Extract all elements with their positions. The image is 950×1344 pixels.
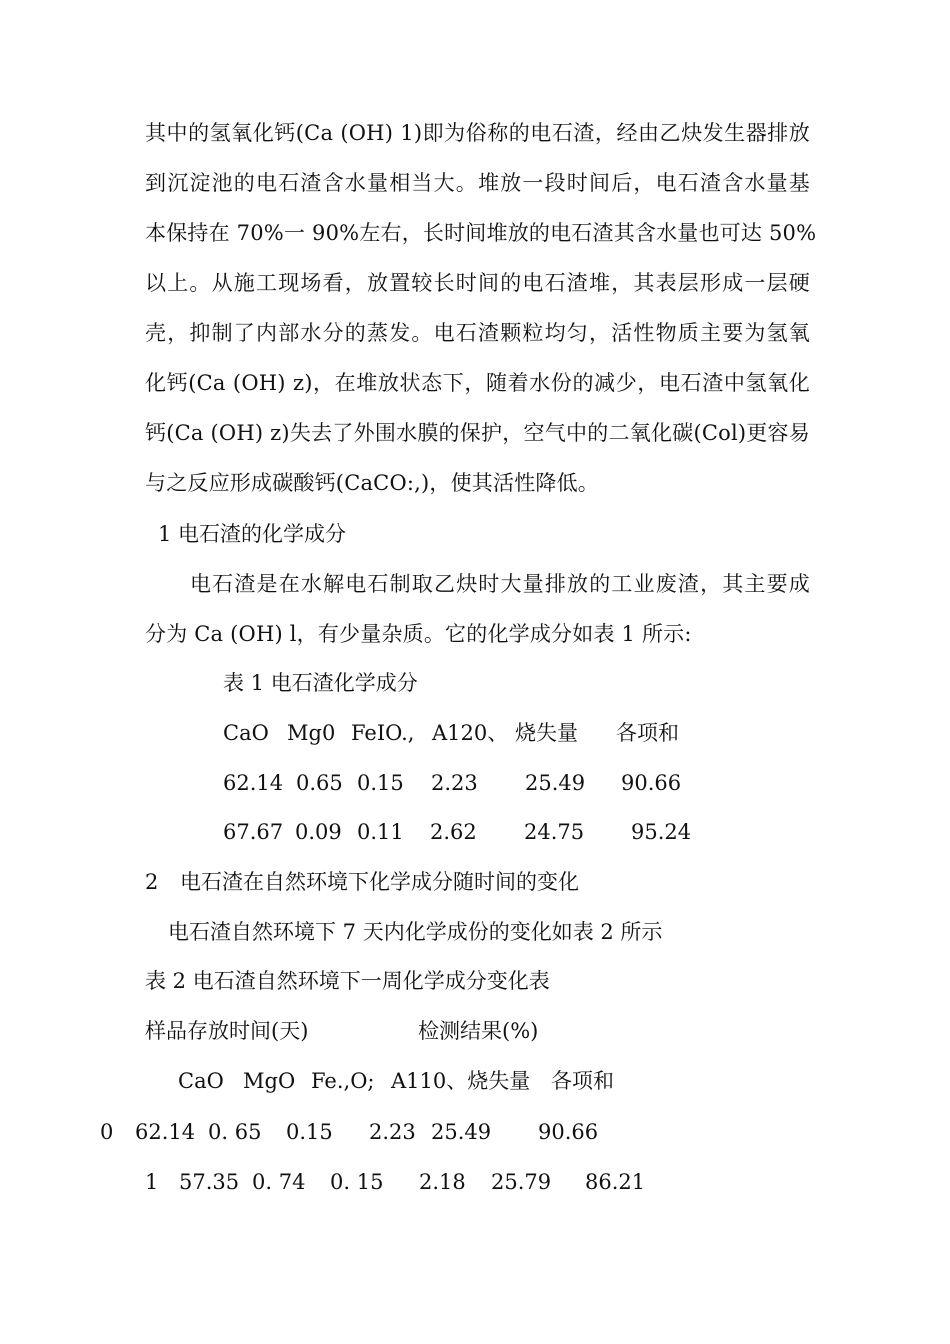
table-cell: 25.79 — [491, 1170, 552, 1194]
section-heading-number: 2 — [145, 870, 159, 894]
table-cell: 0.09 — [295, 820, 342, 844]
table-cell-time: 0 — [100, 1120, 114, 1144]
table-cell: 0.15 — [286, 1120, 333, 1144]
paragraph-line: 壳，抑制了内部水分的蒸发。电石渣颗粒均匀，活性物质主要为氢氧 — [145, 321, 810, 345]
table-cell: 0. 74 — [252, 1170, 306, 1194]
table-cell: 90.66 — [538, 1120, 599, 1144]
table-caption: 表 1 电石渣化学成分 — [223, 671, 418, 695]
table-cell: 95.24 — [631, 820, 692, 844]
table-cell: 25.49 — [525, 771, 586, 795]
section-intro: 电石渣自然环境下 7 天内化学成份的变化如表 2 所示 — [168, 920, 663, 944]
table-cell: 2.23 — [431, 771, 478, 795]
table-header-cell: MgO — [243, 1069, 296, 1093]
table-header-cell: A110、烧失量 — [391, 1069, 531, 1093]
table-header-cell: A120、 — [432, 721, 509, 745]
table-column-time: 样品存放时间(天) — [145, 1019, 309, 1043]
table-cell: 0.11 — [357, 820, 404, 844]
table-cell: 67.67 — [223, 820, 284, 844]
table-column-result: 检测结果(%) — [418, 1019, 539, 1043]
table-cell: 0.65 — [296, 771, 343, 795]
paragraph-line: 到沉淀池的电石渣含水量相当大。堆放一段时间后，电石渣含水量基 — [145, 171, 810, 195]
table-header-cell: 各项和 — [616, 721, 679, 745]
table-cell: 62.14 — [135, 1120, 196, 1144]
table-cell: 25.49 — [431, 1120, 492, 1144]
table-cell: 0.15 — [357, 771, 404, 795]
paragraph-line: 以上。从施工现场看，放置较长时间的电石渣堆，其表层形成一层硬 — [145, 271, 810, 295]
table-cell: 86.21 — [585, 1170, 646, 1194]
table-header-cell: Mg0 — [287, 721, 336, 745]
paragraph-line: 分为 Ca (OH) l，有少量杂质。它的化学成分如表 1 所示: — [145, 622, 692, 646]
table-cell: 57.35 — [179, 1170, 240, 1194]
section-heading: 电石渣在自然环境下化学成分随时间的变化 — [180, 870, 579, 894]
table-caption: 表 2 电石渣自然环境下一周化学成分变化表 — [145, 969, 550, 993]
table-cell: 90.66 — [621, 771, 682, 795]
table-cell: 2.18 — [419, 1170, 466, 1194]
table-header-cell: 烧失量 — [515, 721, 578, 745]
paragraph-line: 钙(Ca (OH) z)失去了外围水膜的保护，空气中的二氧化碳(Col)更容易 — [145, 421, 810, 445]
table-cell: 24.75 — [524, 820, 585, 844]
paragraph-line: 与之反应形成碳酸钙(CaCO:,)，使其活性降低。 — [145, 471, 600, 495]
table-cell: 2.62 — [430, 820, 477, 844]
paragraph-line: 本保持在 70%一 90%左右，长时间堆放的电石渣其含水量也可达 50% — [145, 221, 817, 245]
table-cell: 0. 65 — [208, 1120, 262, 1144]
table-cell: 0. 15 — [330, 1170, 384, 1194]
paragraph-line: 化钙(Ca (OH) z)，在堆放状态下，随着水份的减少，电石渣中氢氧化 — [145, 371, 810, 395]
paragraph-line: 电石渣是在水解电石制取乙炔时大量排放的工业废渣，其主要成 — [190, 572, 810, 596]
table-header-cell: CaO — [223, 721, 269, 745]
table-cell-time: 1 — [145, 1170, 159, 1194]
table-cell: 62.14 — [223, 771, 284, 795]
table-header-cell: CaO — [178, 1069, 224, 1093]
table-header-cell: Fe.,O; — [311, 1069, 375, 1093]
table-header-cell: 各项和 — [551, 1069, 614, 1093]
table-cell: 2.23 — [369, 1120, 416, 1144]
table-header-cell: FeIO., — [351, 721, 415, 745]
section-heading: 1 电石渣的化学成分 — [158, 522, 347, 546]
paragraph-line: 其中的氢氧化钙(Ca (OH) 1)即为俗称的电石渣，经由乙炔发生器排放 — [145, 121, 810, 145]
